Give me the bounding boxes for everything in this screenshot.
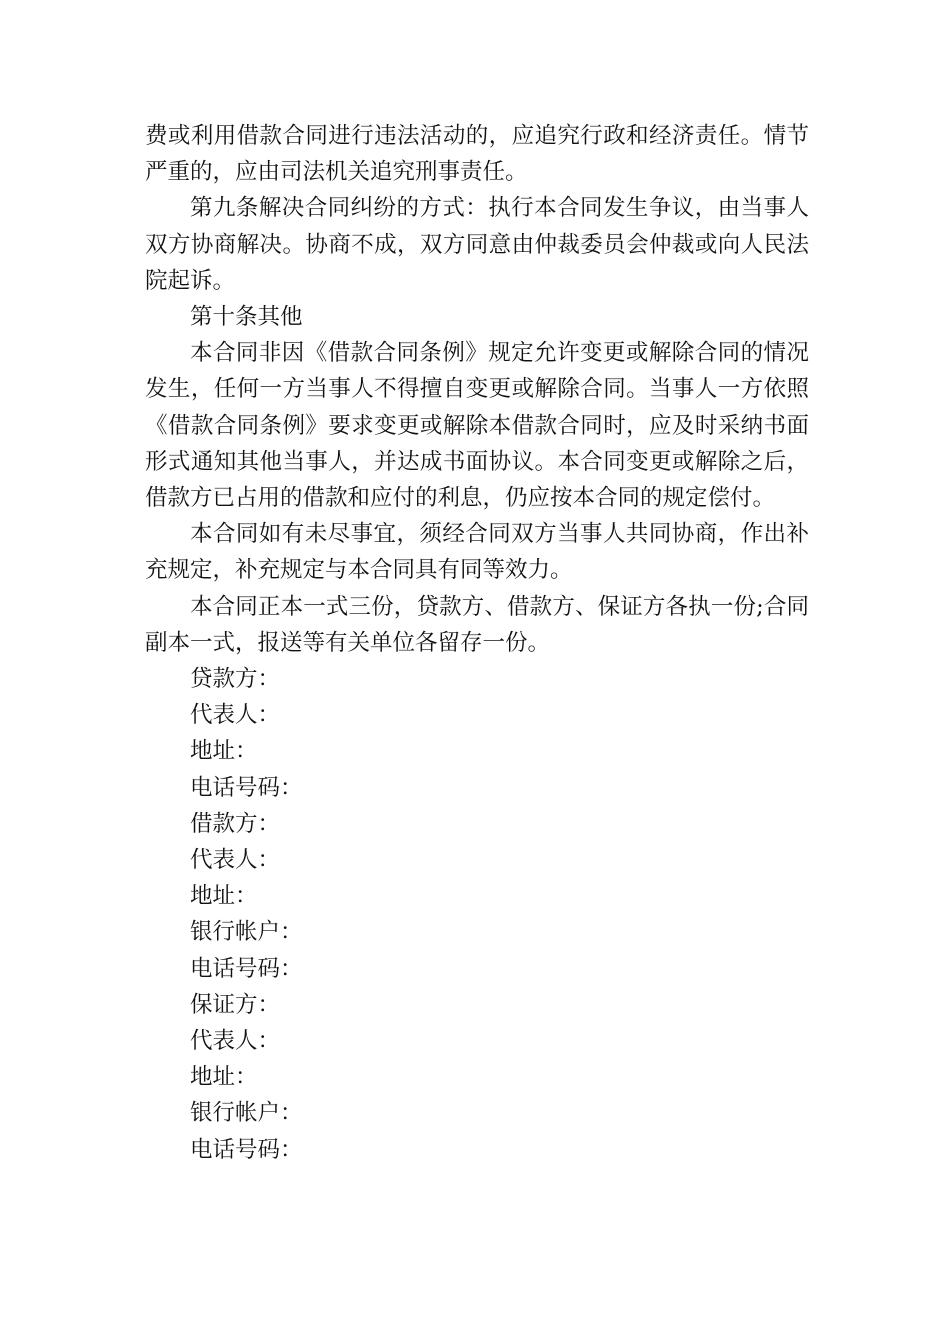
signature-block: [145, 661, 809, 1168]
signature-field-guarantor: 保证方：: [190, 991, 281, 1018]
signature-field-guarantor-address: 地址：: [190, 1064, 258, 1091]
signature-field-borrower-representative: 代表人：: [190, 847, 281, 874]
document-body: [145, 118, 809, 1168]
paragraph-article-9-dispute-resolution: 第九条解决合同纠纷的方式：执行本合同发生争议，由当事人双方协商解决。协商不成，双方同意由仲裁委员会仲裁或向人民法院起诉。: [145, 195, 809, 294]
paragraph-supplementary-provisions: 本合同如有未尽事宜，须经合同双方当事人共同协商，作出补充规定，补充规定与本合同具有同等效力。: [145, 521, 809, 584]
signature-field-lender-phone: 电话号码：: [190, 774, 303, 801]
signature-field-lender: 贷款方：: [190, 666, 281, 693]
signature-field-guarantor-representative: 代表人：: [190, 1028, 281, 1055]
signature-field-borrower-phone: 电话号码：: [190, 955, 303, 982]
paragraph-penalty-continuation: 费或利用借款合同进行违法活动的，应追究行政和经济责任。情节严重的，应由司法机关追究刑事责任。: [145, 123, 809, 186]
signature-field-lender-representative: 代表人：: [190, 702, 281, 729]
signature-field-borrower-address: 地址：: [190, 883, 258, 910]
signature-field-guarantor-bank-account: 银行帐户：: [190, 1100, 303, 1127]
signature-field-borrower: 借款方：: [190, 810, 281, 837]
paragraph-article-10-heading: 第十条其他: [190, 304, 303, 331]
paragraph-contract-modification: 本合同非因《借款合同条例》规定允许变更或解除合同的情况发生，任何一方当事人不得擅自变更或解除合同。当事人一方依照《借款合同条例》要求变更或解除本借款合同时，应及时采纳书面形式通知其他当事人，并达成书面协议。本合同变更或解除之后，借款方已占用的借款和应付的利息，仍应按本合同的规定偿付。: [145, 340, 809, 512]
signature-field-guarantor-phone: 电话号码：: [190, 1136, 303, 1163]
signature-field-borrower-bank-account: 银行帐户：: [190, 919, 303, 946]
paragraph-copies: 本合同正本一式三份，贷款方、借款方、保证方各执一份;合同副本一式，报送等有关单位各留存一份。: [145, 593, 809, 656]
signature-field-lender-address: 地址：: [190, 738, 258, 765]
